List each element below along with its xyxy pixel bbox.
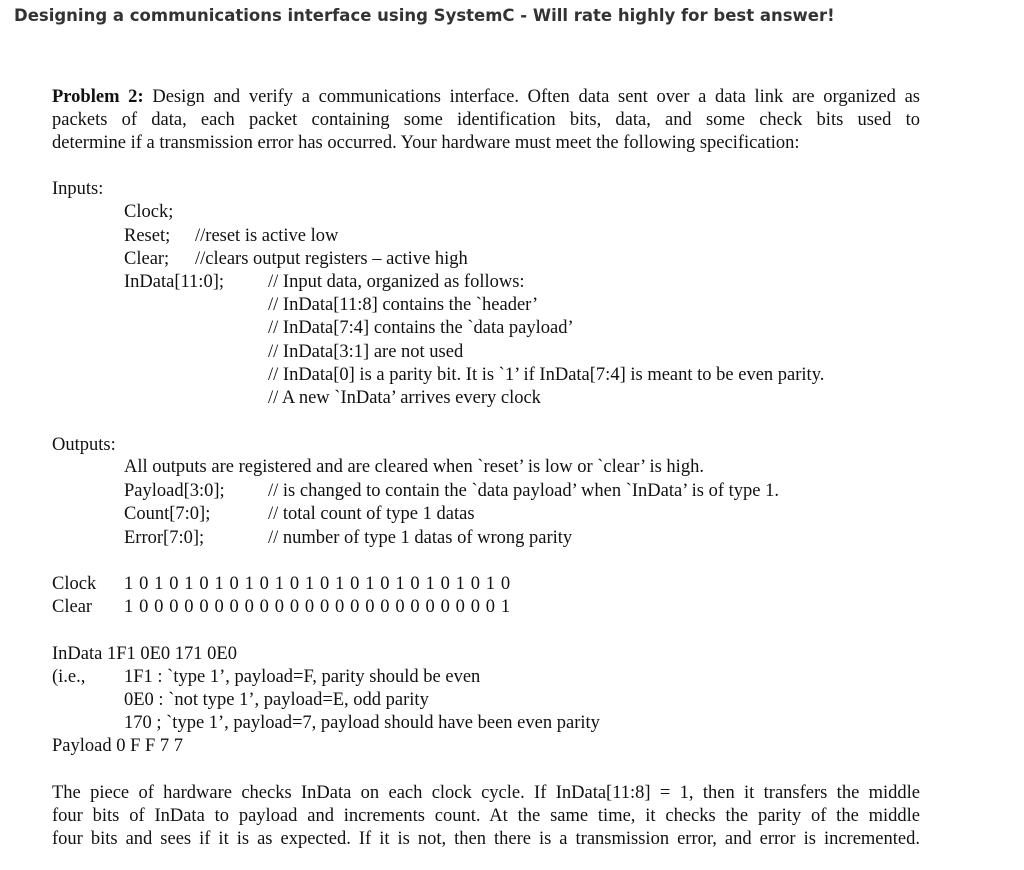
input-clear: Clear; [124,249,170,269]
inputs-heading: Inputs: [52,179,104,199]
indata-comment: // InData[3:1] are not used [268,342,464,362]
problem-line-2: packets of data, each packet containing some identification bits, data, and some check bits used to [52,110,920,130]
indata-comment: // A new `InData’ arrives every clock [268,388,541,408]
problem-label: Problem 2 [52,87,138,107]
input-clear-comment: //clears output registers – active high [195,249,468,269]
description-line-2: four bits of InData to payload and increments count. At the same time, it checks the parity of the middle [52,806,920,826]
outputs-note: All outputs are registered and are cleared when `reset’ is low or `clear’ is high. [124,457,704,477]
example-payload: Payload 0 F F 7 7 [52,736,184,756]
question-title: Designing a communications interface using SystemC - Will rate highly for best answer! [14,6,835,25]
input-reset: Reset; [124,226,171,246]
input-indata: InData[11:0]; [124,272,224,292]
description-line-3: four bits and sees if it is as expected. If it is not, then there is a transmission error, and error is incremented. [52,829,920,849]
example-line: 0E0 : `not type 1’, payload=E, odd parity [124,690,429,710]
input-reset-comment: //reset is active low [195,226,339,246]
output-name: Error[7:0]; [124,528,205,548]
output-comment: // is changed to contain the `data payload’ when `InData’ is of type 1. [268,481,779,501]
output-name: Count[7:0]; [124,504,211,524]
output-comment: // number of type 1 datas of wrong parity [268,528,573,548]
example-ie: (i.e., [52,667,86,687]
indata-comment: // Input data, organized as follows: [268,272,525,292]
problem-line-1: Problem 2: Design and verify a communications interface. Often data sent over a data link are organized as [52,87,921,107]
description-line-1: The piece of hardware checks InData on each clock cycle. If InData[11:8] = 1, then it transfers the middle [52,783,920,803]
example-line: 170 ; `type 1’, payload=7, payload should have been even parity [124,713,600,733]
outputs-heading: Outputs: [52,435,116,455]
indata-comment: // InData[0] is a parity bit. It is `1’ if InData[7:4] is meant to be even parity. [268,365,825,385]
clear-label: Clear [52,597,93,617]
clear-bits: 1 0 0 0 0 0 0 0 0 0 0 0 0 0 0 0 0 0 0 0 0 0 0 0 0 1 [124,597,511,617]
indata-comment: // InData[7:4] contains the `data payload’ [268,318,574,338]
clock-bits: 1 0 1 0 1 0 1 0 1 0 1 0 1 0 1 0 1 0 1 0 1 0 1 0 1 0 [124,574,511,594]
example-line: 1F1 : `type 1’, payload=F, parity should be even [124,667,481,687]
output-name: Payload[3:0]; [124,481,225,501]
clock-label: Clock [52,574,97,594]
output-comment: // total count of type 1 datas [268,504,475,524]
indata-comment: // InData[11:8] contains the `header’ [268,295,539,315]
input-clock: Clock; [124,202,174,222]
example-indata: InData 1F1 0E0 171 0E0 [52,644,237,664]
problem-line-3: determine if a transmission error has occurred. Your hardware must meet the following specification: [52,133,800,153]
